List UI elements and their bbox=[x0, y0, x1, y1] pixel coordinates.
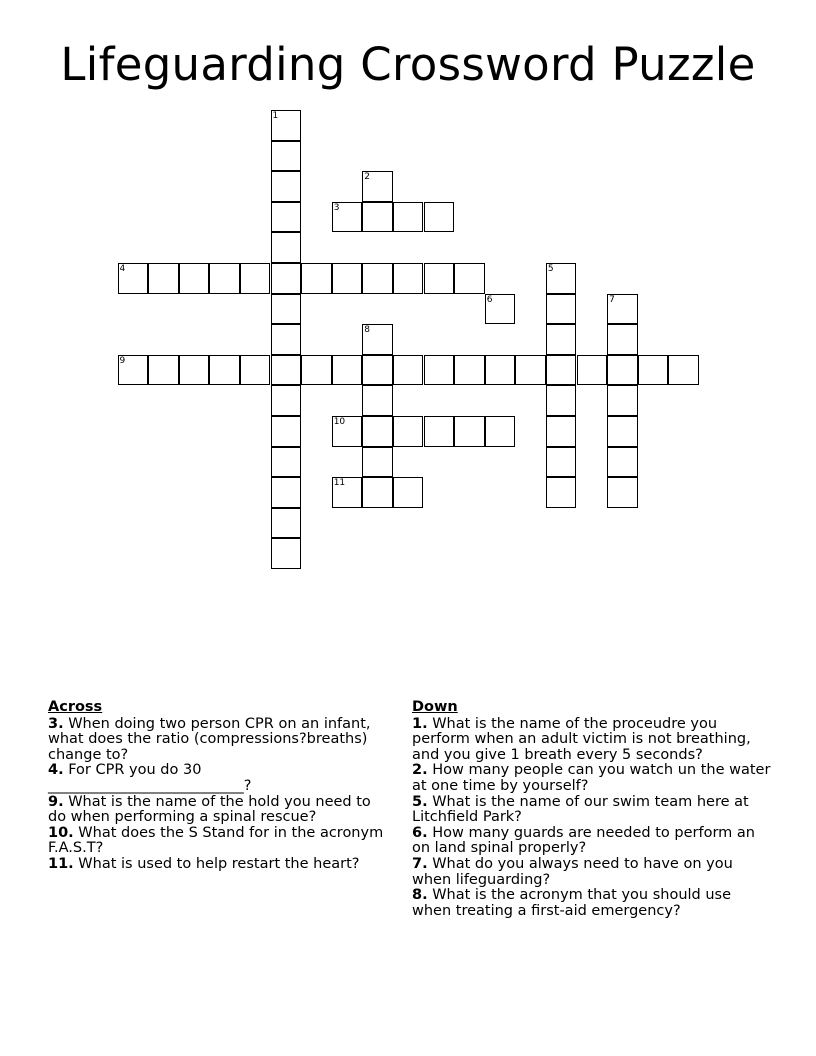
page-title: Lifeguarding Crossword Puzzle bbox=[60, 38, 756, 91]
clue-number-label: 11 bbox=[333, 478, 346, 489]
grid-cell[interactable] bbox=[271, 355, 302, 386]
grid-cell[interactable] bbox=[607, 294, 638, 325]
grid-cell[interactable] bbox=[118, 355, 149, 386]
grid-cell[interactable] bbox=[362, 416, 393, 447]
clue-number: 5. bbox=[412, 793, 428, 810]
grid-cell[interactable] bbox=[240, 355, 271, 386]
grid-cell[interactable] bbox=[607, 477, 638, 508]
grid-cell[interactable] bbox=[515, 355, 546, 386]
grid-cell[interactable] bbox=[577, 355, 608, 386]
grid-cell[interactable] bbox=[332, 477, 363, 508]
grid-cell[interactable] bbox=[332, 416, 363, 447]
clue-number-label: 2 bbox=[364, 172, 371, 183]
grid-cell[interactable] bbox=[332, 202, 363, 233]
across-clue bbox=[48, 795, 393, 826]
clue-number-label: 9 bbox=[119, 355, 126, 366]
grid-cell[interactable] bbox=[393, 263, 424, 294]
grid-cell[interactable] bbox=[607, 416, 638, 447]
clue-text: What does the S Stand for in the acronym F.A.S.T? bbox=[48, 824, 384, 857]
down-clue bbox=[412, 763, 772, 794]
grid-cell[interactable] bbox=[393, 355, 424, 386]
grid-cell[interactable] bbox=[546, 447, 577, 478]
grid-cell[interactable] bbox=[332, 263, 363, 294]
grid-cell[interactable] bbox=[179, 263, 210, 294]
grid-cell[interactable] bbox=[240, 263, 271, 294]
grid-cell[interactable] bbox=[362, 324, 393, 355]
grid-cell[interactable] bbox=[271, 477, 302, 508]
grid-cell[interactable] bbox=[454, 263, 485, 294]
grid-cell[interactable] bbox=[546, 477, 577, 508]
clue-number: 6. bbox=[412, 824, 428, 841]
across-clue-list bbox=[48, 717, 393, 873]
grid-cell[interactable] bbox=[607, 447, 638, 478]
grid-cell[interactable] bbox=[546, 355, 577, 386]
clue-text: How many people can you watch un the water at one time by yourself? bbox=[412, 762, 771, 794]
grid-cell[interactable] bbox=[454, 355, 485, 386]
clue-text: What is the name of our swim team here at Litchfield Park? bbox=[412, 793, 749, 826]
grid-cell[interactable] bbox=[362, 385, 393, 416]
clue-number-label: 7 bbox=[609, 294, 615, 305]
clue-number-label: 8 bbox=[364, 325, 371, 336]
down-clues bbox=[412, 700, 772, 919]
clue-text: When doing two person CPR on an infant, what does the ratio (compressions?breaths) change to? bbox=[48, 715, 371, 763]
clue-text: What do you always need to have on you when lifeguarding? bbox=[412, 855, 733, 888]
down-clue bbox=[412, 717, 772, 764]
grid-cell[interactable] bbox=[362, 202, 393, 233]
grid-cell[interactable] bbox=[424, 263, 455, 294]
grid-cell[interactable] bbox=[546, 324, 577, 355]
clue-number-label: 4 bbox=[119, 264, 126, 274]
grid-cell[interactable] bbox=[271, 385, 302, 416]
grid-cell[interactable] bbox=[393, 477, 424, 508]
clue-text: What is the acronym that you should use when treating a first-aid emergency? bbox=[412, 887, 732, 919]
clue-number: 4. bbox=[48, 762, 64, 779]
clue-number-label: 5 bbox=[547, 264, 554, 274]
grid-cell[interactable] bbox=[424, 202, 455, 233]
grid-cell[interactable] bbox=[546, 294, 577, 325]
clue-number: 1. bbox=[412, 715, 428, 732]
clue-number: 8. bbox=[412, 887, 428, 904]
grid-cell[interactable] bbox=[546, 263, 577, 294]
down-clue bbox=[412, 888, 772, 919]
grid-cell[interactable] bbox=[638, 355, 669, 386]
grid-cell[interactable] bbox=[118, 263, 149, 294]
grid-cell[interactable] bbox=[362, 477, 393, 508]
down-clue bbox=[412, 826, 772, 857]
clue-number: 3. bbox=[48, 715, 64, 732]
grid-cell[interactable] bbox=[332, 355, 363, 386]
grid-cell[interactable] bbox=[485, 355, 516, 386]
grid-cell[interactable] bbox=[271, 416, 302, 447]
grid-cell[interactable] bbox=[546, 385, 577, 416]
grid-cell[interactable] bbox=[546, 416, 577, 447]
grid-cell[interactable] bbox=[271, 294, 302, 325]
grid-cell[interactable] bbox=[393, 416, 424, 447]
grid-cell[interactable] bbox=[271, 171, 302, 202]
down-heading: Down bbox=[412, 699, 458, 715]
grid-cell[interactable] bbox=[271, 508, 302, 539]
grid-cell[interactable] bbox=[362, 263, 393, 294]
across-clue bbox=[48, 826, 393, 857]
grid-cell[interactable] bbox=[271, 447, 302, 478]
grid-cell[interactable] bbox=[179, 355, 210, 386]
grid-cell[interactable] bbox=[271, 538, 302, 569]
across-clue bbox=[48, 857, 393, 873]
down-clue bbox=[412, 857, 772, 888]
grid-cell[interactable] bbox=[271, 141, 302, 172]
down-clue bbox=[412, 795, 772, 826]
grid-cell[interactable] bbox=[271, 232, 302, 263]
down-clue-list bbox=[412, 717, 772, 920]
grid-cell[interactable] bbox=[362, 447, 393, 478]
grid-cell[interactable] bbox=[148, 263, 179, 294]
clue-number-label: 6 bbox=[486, 294, 493, 305]
grid-cell[interactable] bbox=[393, 202, 424, 233]
grid-cell[interactable] bbox=[424, 355, 455, 386]
grid-cell[interactable] bbox=[301, 355, 332, 386]
grid-cell[interactable] bbox=[271, 263, 302, 294]
grid-cell[interactable] bbox=[485, 416, 516, 447]
clue-text: For CPR you do 30 ___________________________? bbox=[48, 762, 252, 794]
clue-text: What is the name of the proceudre you perform when an adult victim is not breathing, and you give 1 breath every 5 seconds? bbox=[412, 715, 751, 763]
clue-text: What is the name of the hold you need to do when performing a spinal rescue? bbox=[48, 793, 371, 826]
grid-cell[interactable] bbox=[209, 355, 240, 386]
across-clues bbox=[48, 700, 393, 873]
grid-cell[interactable] bbox=[209, 263, 240, 294]
grid-cell[interactable] bbox=[454, 416, 485, 447]
grid-cell[interactable] bbox=[485, 294, 516, 325]
grid-cell[interactable] bbox=[362, 355, 393, 386]
grid-cell[interactable] bbox=[271, 202, 302, 233]
grid-cell[interactable] bbox=[301, 263, 332, 294]
clue-number-label: 1 bbox=[272, 111, 279, 121]
clue-number: 9. bbox=[48, 793, 64, 810]
clue-number-label: 10 bbox=[333, 417, 346, 427]
clue-number: 10. bbox=[48, 824, 74, 841]
grid-cell[interactable] bbox=[271, 110, 302, 141]
clue-text: What is used to help restart the heart? bbox=[73, 855, 360, 872]
across-heading: Across bbox=[48, 699, 103, 715]
grid-cell[interactable] bbox=[607, 385, 638, 416]
clue-number-label: 3 bbox=[333, 202, 340, 213]
clue-number: 11. bbox=[48, 855, 74, 872]
grid-cell[interactable] bbox=[362, 171, 393, 202]
clue-number: 7. bbox=[412, 855, 428, 872]
grid-cell[interactable] bbox=[148, 355, 179, 386]
clue-text: How many guards are needed to perform an on land spinal properly? bbox=[412, 824, 755, 857]
grid-cell[interactable] bbox=[607, 324, 638, 355]
clue-number: 2. bbox=[412, 762, 428, 779]
grid-cell[interactable] bbox=[668, 355, 699, 386]
across-clue bbox=[48, 763, 393, 794]
grid-cell[interactable] bbox=[271, 324, 302, 355]
grid-cell[interactable] bbox=[607, 355, 638, 386]
across-clue bbox=[48, 717, 393, 764]
grid-cell[interactable] bbox=[424, 416, 455, 447]
